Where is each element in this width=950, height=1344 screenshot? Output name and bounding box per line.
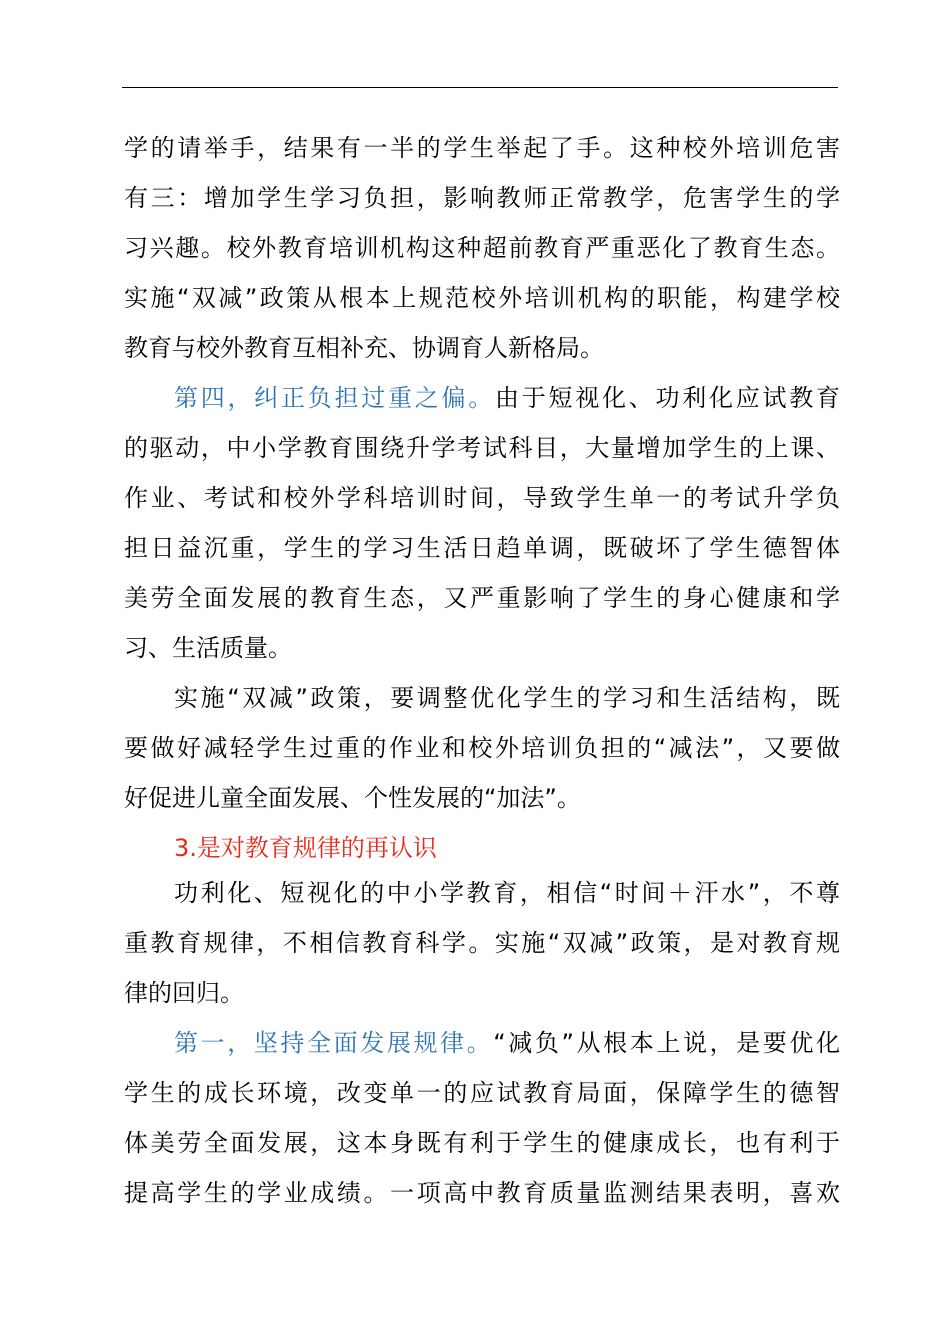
text-line: 担日益沉重，学生的学习生活日趋单调，既破坏了学生德智体 [124,534,840,562]
text-line: 学生的成长环境，改变单一的应试教育局面，保障学生的德智 [124,1079,840,1107]
text-line: 学的请举手，结果有一半的学生举起了手。这种校外培训危害 [124,134,840,162]
text-line: 体美劳全面发展，这本身既有利于学生的健康成长，也有利于 [124,1129,840,1157]
section-heading: 第一，坚持全面发展规律。 [174,1029,494,1057]
text-line: 习、生活质量。 [124,634,292,662]
subsection-heading: 3.是对教育规律的再认识 [174,834,437,862]
text-line: 要做好减轻学生过重的作业和校外培训负担的“减法”，又要做 [124,734,840,762]
text-line: 美劳全面发展的教育生态，又严重影响了学生的身心健康和学 [124,584,840,612]
text-line: 习兴趣。校外教育培训机构这种超前教育严重恶化了教育生态。 [124,234,840,262]
text-line: 提高学生的学业成绩。一项高中教育质量监测结果表明，喜欢 [124,1179,840,1207]
text-line: 实施“双减”政策从根本上规范校外培训机构的职能，构建学校 [124,284,840,312]
section-heading: 第四，纠正负担过重之偏。 [174,384,495,412]
text-line: 的驱动，中小学教育围绕升学考试科目，大量增加学生的上课、 [124,434,840,462]
paragraph-line [174,379,840,417]
header-rule [122,87,838,88]
text-line: 有三：增加学生学习负担，影响教师正常教学，危害学生的学 [124,184,840,212]
text-line: 作业、考试和校外学科培训时间，导致学生单一的考试升学负 [124,484,840,512]
paragraph-text: 由于短视化、功利化应试教育 [495,384,840,412]
text-line: 好促进儿童全面发展、个性发展的“加法”。 [124,784,581,812]
paragraph-line [174,1024,840,1062]
text-line: 实施“双减”政策，要调整优化学生的学习和生活结构，既 [174,684,840,712]
text-line: 功利化、短视化的中小学教育，相信“时间＋汗水”，不尊 [174,879,840,907]
paragraph-text: “减负”从根本上说，是要优化 [493,1029,840,1057]
text-line: 律的回归。 [124,979,244,1007]
text-line: 重教育规律，不相信教育科学。实施“双减”政策，是对教育规 [124,929,840,957]
text-line: 教育与校外教育互相补充、协调育人新格局。 [124,334,604,362]
